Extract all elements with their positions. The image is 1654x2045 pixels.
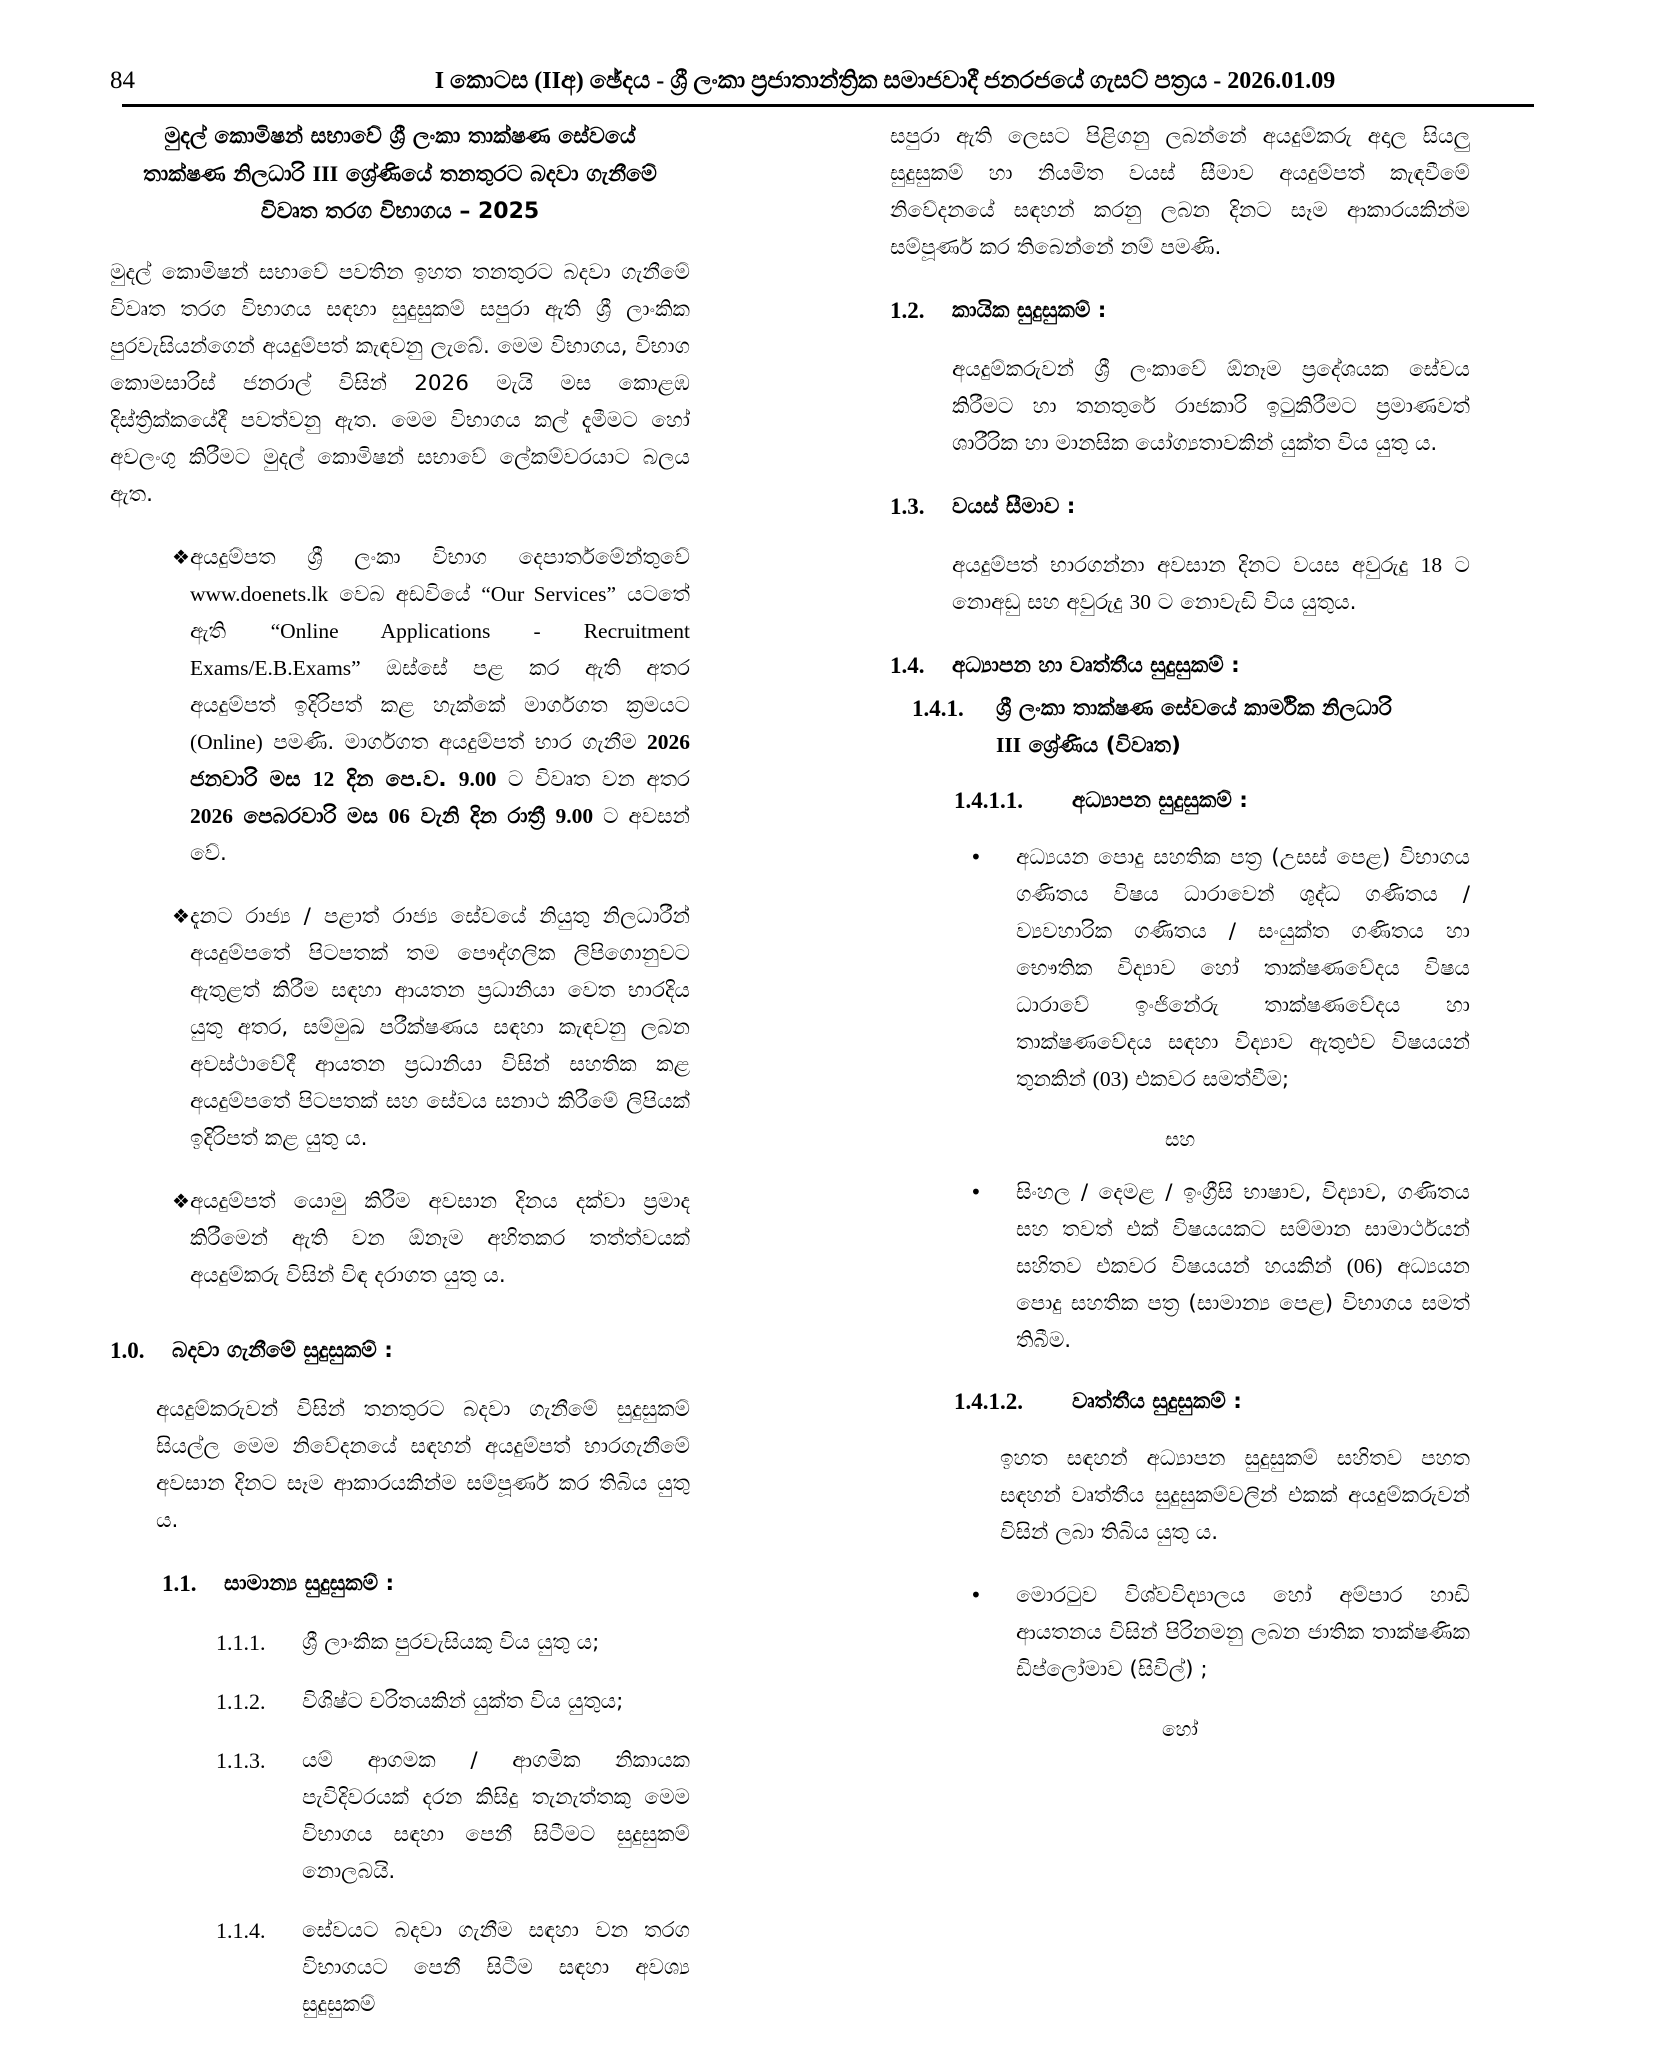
section-title-line2: ශ්‍රේණිය (විවෘත): [1021, 733, 1181, 758]
seg: පමණි. මාර්ගගත අයදුම්පත් භාර ගැනීම: [262, 730, 647, 755]
section-1-2-paragraph: අයදුම්කරුවන් ශ්‍රී ලංකාවේ ඕනෑම ප්‍රදේශයක සේවය කිරීමට හා තනතුරේ රාජකාරි ඉටුකිරීමට ප්‍රමාණවත් ශාරීරික හා මානසික යෝග්‍යතාවකින් යුක්ත විය යුතු ය.: [952, 357, 1470, 456]
section-title: සාමාන්‍ය සුදුසුකම් :: [224, 1571, 395, 1596]
section-title: වෘත්තීය සුදුසුකම් :: [1072, 1389, 1242, 1414]
item-text: සේවයට බදවා ගැනීම සඳහා වන තරග විභාගයට පෙනී සිටීම සඳහා අවශ්‍ය සුදුසුකම්: [302, 1918, 690, 2017]
seg: ට විවෘත වන අතර: [496, 767, 691, 792]
section-number: 1.1.: [162, 1571, 197, 1596]
list-item-text: දැනට රාජ්‍ය / පළාත් රාජ්‍ය සේවයේ නියුතු නිලධාරීන් අයදුම්පතේ පිටපතක් තම පෞද්ගලික ලිපිගොනුවට ඇතුළත් කිරීම සඳහා ආයතන ප්‍රධානියා වෙත භාරදිය යුතු අතර, සම්මුඛ පරීක්ෂණය සඳහා කැඳවනු ලබන අවස්ථාවේදී ආයතන ප්‍රධානියා විසින් සහතික කළ අයදුම්පතේ පිටපතක් සහ සේවය සනාථ කිරීමේ ලිපියක් ඉදිරිපත් කළ යුතු ය.: [189, 904, 690, 1151]
list-item-text: [190, 539, 690, 872]
open-month: ජනවාරි මස: [189, 767, 313, 792]
seg: අධ්‍යයන පොදු සහතික පත්‍ර (උසස් පෙළ) විභාගය ගණිතය විෂය ධාරාවෙන් ශුද්ධ ගණිතය / ව්‍යවහාරික ගණිතය / සංයුක්ත ගණිතය හා භෞතික විද්‍යාව හෝ තාක්ෂණවේදය විෂය ධාරාවේ ඉංජිනේරු තාක්ෂණවේදය හා තාක්ෂණවේදය සඳහා විද්‍යාව ඇතුළුව විෂයයන් තුනකින්: [1016, 845, 1470, 1092]
section-title-line1: ශ්‍රී ලංකා තාක්ෂණ සේවයේ කාර්මික නිලධාරි: [996, 696, 1392, 721]
seg: අධ්‍යයන පොදු සහතික පත්‍ර (සාමාන්‍ය පෙළ) විභාගය සමත් තිබීම.: [1016, 1254, 1470, 1353]
page-title-line1: මුදල් කොමිෂන් සභාවේ ශ්‍රී ලංකා තාක්ෂණ සේවයේ: [164, 124, 636, 149]
close-day: 06: [388, 804, 410, 828]
close-year: 2026: [189, 804, 233, 828]
close-time: 9.00: [555, 804, 594, 828]
item-number: 1.1.2.: [216, 1689, 266, 1714]
seg: සිංහල / දෙමළ / ඉංග්‍රීසි භාෂාව, විද්‍යාව, ගණිතය සහ තවත් එක් විෂයයකට සම්මාන සාමාර්ථයන් සහිතව එකවර විෂයයන් හයකින්: [1016, 1180, 1470, 1279]
list-item-1-1-3: [216, 1742, 690, 1890]
diamond-bullet-icon: ❖: [172, 545, 190, 569]
list-item-text: මොරටුව විශ්වවිද්‍යාලය හෝ අම්පාර හාඩි ආයතනය විසින් පිරිනමනු ලබන ජාතික තාක්ෂණික ඩිප්ලෝමාව (සිවිල්) ;: [1016, 1583, 1470, 1682]
left-column: [110, 118, 690, 2045]
section-heading-1-4-1-2: [954, 1383, 1470, 1420]
section-1-3-paragraph: [952, 547, 1470, 621]
seg: ඔස්සේ පළ කර ඇති අතර අයදුම්පත් ඉදිරිපත් කළ හැක්කේ මාර්ගගත ක්‍රමයට: [189, 656, 690, 718]
page-title-line2-a: තාක්ෂණ නිලධාරි: [143, 162, 313, 187]
seg: ට නොවැඩි විය යුතුය.: [1150, 590, 1357, 615]
right-column: [890, 118, 1470, 1764]
diamond-bullet-icon: ❖: [172, 1189, 190, 1213]
conjunction-or: හෝ: [1162, 1717, 1198, 1741]
section-heading-1-1: [162, 1565, 690, 1602]
list-item-1-1-2: [216, 1683, 690, 1720]
section-heading-1-3: [890, 488, 1470, 525]
section-number: 1.3.: [890, 494, 925, 519]
section-title: [996, 690, 1392, 764]
section-heading-1-4: [890, 647, 1470, 684]
open-day: 12: [312, 767, 335, 791]
conjunction-and: සහ: [1164, 1127, 1196, 1151]
list-item: [954, 1174, 1470, 1359]
online-label: (Online): [189, 730, 263, 754]
section-heading-1-4-1-1: [954, 782, 1470, 819]
section-number: 1.4.1.: [912, 696, 964, 721]
intro-paragraph: මුදල් කොමිෂන් සභාවේ පවතින ඉහත තනතුරට බදවා ගැනීමේ විවෘත තරග විභාගය සඳහා සුදුසුකම් සපුරා ඇති ශ්‍රී ලාංකික පුරවැසියන්ගෙන් අයදුම්පත් කැඳවනු ලැබේ. මෙම විභාගය, විභාග කොමසාරිස් ජනරාල් විසින් 2026 මැයි මස කොළඹ දිස්ත්‍රික්කයේදී පවත්වනු ඇත. මෙම විභාගය කල් දැමීමට හෝ අවලංගු කිරීමට මුදල් කොමිෂන් සභාවේ ලේකම්වරයාට බලය ඇත.: [110, 260, 690, 507]
max-age: 30: [1129, 590, 1151, 614]
section-number: 1.0.: [110, 1338, 145, 1363]
list-item: [954, 1577, 1470, 1688]
section-title-roman: III: [996, 733, 1022, 757]
running-title: I කොටස (IIඅ) ඡේදය - ශ්‍රී ලංකා ප්‍රජාතාන්ත්‍රික සමාජවාදී ජනරජයේ ගැසට් පත්‍රය - 2026.01.09: [434, 68, 1336, 94]
item-number: 1.1.3.: [216, 1748, 266, 1773]
section-number: 1.2.: [890, 298, 925, 323]
round-bullet-icon: •: [970, 845, 982, 869]
doenets-url: www.doenets.lk: [189, 582, 329, 606]
list-item: [110, 1183, 690, 1294]
section-title: වයස් සීමාව :: [952, 494, 1076, 519]
item-text: ශ්‍රී ලාංකික පුරවැසියකු විය යුතු ය;: [302, 1630, 600, 1655]
section-heading-1-2: [890, 292, 1470, 329]
seg: එකවර සමත්වීම;: [1128, 1067, 1290, 1092]
round-bullet-icon: •: [970, 1180, 982, 1204]
section-title: අධ්‍යාපන සුදුසුකම් :: [1072, 788, 1248, 813]
running-header: [110, 66, 1550, 100]
page-title-roman-numeral: III: [312, 161, 339, 186]
close-month: පෙබරවාරි මස: [232, 804, 389, 829]
item-number: 1.1.4.: [216, 1918, 266, 1943]
list-item-1-1-4: [216, 1912, 690, 2023]
min-age: 18: [1420, 553, 1443, 577]
diamond-bullet-icon: ❖: [172, 904, 190, 928]
item-text: යම් ආගමක / ආගමික නිකායක පැවිදිවරයක් දරන කිසිදු තැනැත්තකු මෙම විභාගය සඳහා පෙනී සිටීමට සුදුසුකම් නොලබයි.: [302, 1748, 690, 1884]
seg: වෙබ අඩවියේ: [328, 582, 482, 607]
our-services-label: “Our Services”: [481, 582, 617, 606]
open-time: 9.00: [458, 767, 497, 791]
list-item-text: [1016, 839, 1470, 1098]
round-bullet-icon: •: [970, 1583, 982, 1607]
spacer: [110, 1320, 690, 1332]
page-title: [110, 118, 690, 230]
open-ampm: දින පෙ.ව.: [334, 767, 459, 792]
section-title: අධ්‍යාපන හා වෘත්තීය සුදුසුකම් :: [952, 653, 1240, 678]
section-title: බදවා ගැනීමේ සුදුසුකම් :: [172, 1338, 393, 1363]
open-year: 2026: [647, 730, 690, 754]
subject-count-ol: (06): [1346, 1254, 1383, 1278]
seg: යටතේ ඇති: [189, 582, 691, 644]
close-ampm: වැනි දින රාත්‍රී: [410, 804, 556, 829]
list-item-text: [1016, 1174, 1470, 1359]
section-1-4-1-2-paragraph: ඉහත සඳහන් අධ්‍යාපන සුදුසුකම් සහිතව පහත සඳහන් වෘත්තීය සුදුසුකම්වලින් එකක් අයදුම්කරුවන් විසින් ලබා තිබිය යුතු ය.: [1000, 1446, 1470, 1545]
page-title-line2-b: ශ්‍රේණියේ තනතුරට බදවා ගැනීමේ: [338, 162, 657, 187]
section-number: 1.4.1.1.: [954, 788, 1023, 813]
list-item-text: අයදුම්පත් යොමු කිරීම අවසාන දිනය දක්වා ප්‍රමාද කිරීමෙන් ඇති වන ඕනෑම අහිතකර තත්ත්වයක් අයදුම්කරු විසින් විඳ දරාගත යුතු ය.: [189, 1189, 690, 1288]
section-title: කායික සුදුසුකම් :: [952, 298, 1107, 323]
section-heading-1-4-1: [912, 690, 1470, 764]
list-item: [954, 839, 1470, 1098]
section-number: 1.4.1.2.: [954, 1389, 1023, 1414]
seg: අයදුම්පත ශ්‍රී ලංකා විභාග දෙපාර්තමේන්තුවේ: [189, 545, 690, 570]
seg: ට නොඅඩු සහ අවුරුදු: [952, 553, 1470, 615]
section-number: 1.4.: [890, 653, 925, 678]
continuation-paragraph: සපුරා ඇති ලෙසට පිළිගනු ලබන්නේ අයදුම්කරු අදාල සියලු සුදුසුකම් හා නියමිත වයස් සීමාව අයදුම්පත් කැඳවීමේ නිවේදනයේ සඳහන් කරනු ලබන දිනට සෑම ආකාරයකින්ම සම්පූර්ණ කර තිබෙන්නේ නම් පමණි.: [890, 124, 1470, 260]
item-number: 1.1.1.: [216, 1630, 266, 1655]
header-rule: [122, 104, 1534, 107]
section-1-0-paragraph: අයදුම්කරුවන් විසින් තනතුරට බදවා ගැනීමේ සුදුසුකම් සියල්ල මෙම නිවේදනයේ සඳහන් අයදුම්පත් භාරගැනීමේ අවසාන දිනට සෑම ආකාරයකින්ම සම්පූර්ණ කර තිබිය යුතු ය.: [156, 1397, 690, 1533]
list-item-1-1-1: [216, 1624, 690, 1661]
online-applications-label: “Online Applications - Recruitment Exams/E.B.Exams”: [189, 619, 690, 680]
seg: ට අවසන් වේ.: [189, 804, 690, 866]
page-title-line3: විවෘත තරග විභාගය – 2025: [260, 199, 540, 224]
list-item: [110, 898, 690, 1157]
section-heading-1-0: [110, 1332, 690, 1369]
item-text: විශිෂ්ට චරිතයකින් යුක්ත විය යුතුය;: [302, 1689, 624, 1714]
list-item: [110, 539, 690, 872]
subject-count-al: (03): [1092, 1067, 1129, 1091]
page-folio: 84: [110, 67, 135, 94]
page-title-line2: [110, 155, 690, 193]
seg: අයදුම්පත් භාරගන්නා අවසාන දිනට වයස අවුරුදු: [952, 553, 1421, 578]
